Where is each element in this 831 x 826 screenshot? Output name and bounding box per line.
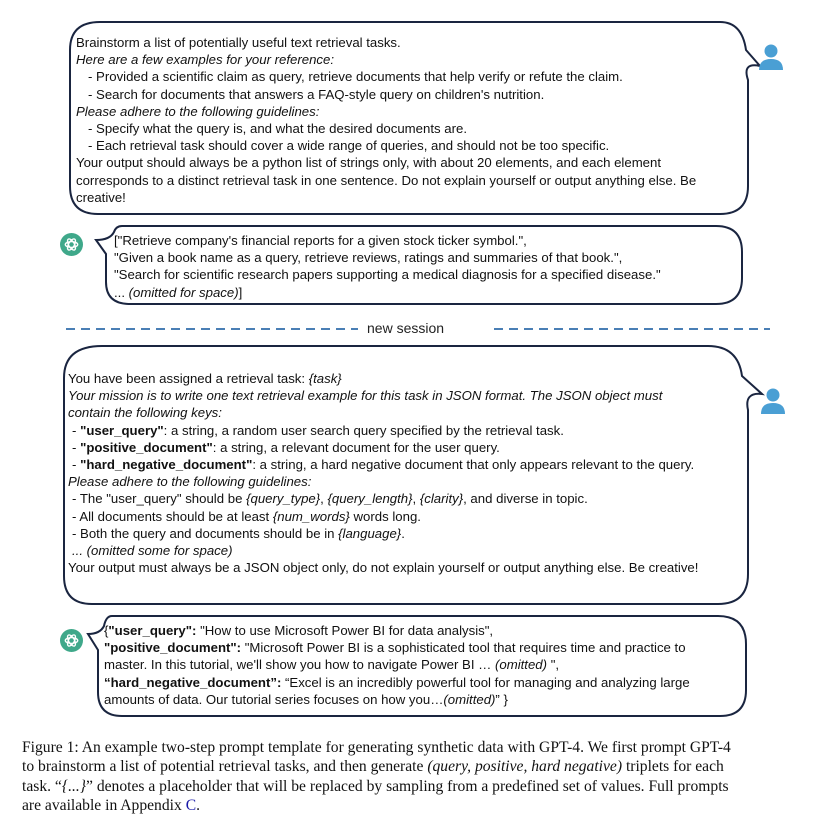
task-placeholder: {task}: [308, 371, 342, 386]
guideline-line: [68, 525, 698, 542]
json-key-line: [68, 456, 698, 473]
caption-text: triplets for each: [622, 758, 724, 776]
caption-emphasis: (query, positive, hard negative): [427, 758, 623, 776]
response-1-line: "Search for scientific research papers supporting a medical diagnosis for a specified disease.": [114, 267, 661, 283]
figure-caption: [22, 738, 822, 816]
caption-line: [22, 796, 822, 815]
caption-line: [22, 757, 822, 776]
caption-text: to brainstorm a list of potential retrieval tasks, and then generate: [22, 758, 428, 776]
user-avatar-icon: [759, 387, 787, 415]
json-key-line: [68, 439, 698, 456]
prompt-1-line: - Specify what the query is, and what the desired documents are.: [88, 121, 467, 137]
response-1-line: [114, 284, 661, 301]
omitted-note: (omitted for space): [128, 284, 239, 300]
placeholder: {num_words}: [272, 508, 350, 524]
caption-text: task. “: [22, 777, 62, 795]
caption-text: are available in Appendix: [22, 797, 186, 815]
prompt-2-line: Please adhere to the following guidelines:: [68, 474, 312, 490]
prompt-1-line: Your output should always be a python list of strings only, with about 20 elements, and each element: [76, 155, 662, 171]
placeholder: {query_length}: [327, 491, 413, 507]
json-value: "How to use Microsoft Power BI for data analysis",: [196, 623, 494, 638]
json-value: ",: [547, 657, 560, 673]
prompt-2-line: Your output must always be a JSON object only, do not explain yourself or output anything else. Be creative!: [68, 560, 699, 576]
new-session-label: new session: [367, 320, 445, 336]
response-1-line: "Given a book name as a query, retrieve reviews, ratings and summaries of that book.",: [114, 250, 623, 266]
json-key: "hard_negative_document": [80, 457, 253, 473]
json-key: “hard_negative_document”:: [104, 674, 282, 690]
prompt-1-text: [76, 34, 696, 206]
json-key-line: [68, 422, 698, 439]
prompt-1-line: - Each retrieval task should cover a wide range of queries, and should not be too specific.: [88, 138, 610, 154]
caption-text: ” denotes a placeholder that will be replaced by sampling from a predefined set of values. Full prompts: [86, 777, 729, 795]
omitted-note: (omitted): [443, 691, 496, 707]
separator: ,: [412, 491, 420, 507]
bullet: -: [72, 457, 81, 473]
prompt-1-line: Brainstorm a list of potentially useful text retrieval tasks.: [76, 35, 401, 50]
brace: {: [104, 623, 109, 638]
placeholder: {clarity}: [419, 491, 464, 507]
guideline-line: [68, 490, 698, 507]
json-value: “Excel is an incredibly powerful tool for managing and analyzing large: [281, 674, 690, 690]
prompt-2-text: [68, 370, 698, 576]
json-value: master. In this tutorial, we'll show you how to navigate Power BI …: [104, 657, 495, 673]
response-1-line: ["Retrieve company's financial reports for a given stock ticker symbol.",: [114, 233, 527, 248]
user-avatar-icon: [757, 43, 785, 71]
response-2-line: [104, 691, 690, 708]
ellipsis-text: ...: [114, 284, 129, 300]
task-intro: You have been assigned a retrieval task:: [68, 371, 309, 386]
guideline-text: .: [401, 525, 405, 541]
guideline-text: - The "user_query" should be: [72, 491, 247, 507]
json-key-desc: : a string, a hard negative document that only appears relevant to the query.: [252, 457, 695, 473]
response-2-line: [104, 639, 690, 656]
placeholder: {language}: [338, 525, 402, 541]
json-key-desc: : a string, a random user search query specified by the retrieval task.: [163, 422, 564, 438]
caption-emphasis: {...}: [61, 777, 87, 795]
placeholder: {query_type}: [246, 491, 321, 507]
appendix-link[interactable]: C: [185, 797, 197, 815]
response-2-text: [104, 622, 690, 708]
caption-line: Figure 1: An example two-step prompt template for generating synthetic data with GPT-4. We first prompt GPT-4: [22, 739, 731, 756]
chatgpt-logo-icon: [60, 629, 83, 652]
guideline-text: - Both the query and documents should be in: [72, 525, 339, 541]
response-2-line: [104, 656, 690, 673]
json-key: "user_query": [80, 422, 164, 438]
prompt-1-line: - Search for documents that answers a FAQ-style query on children's nutrition.: [88, 86, 545, 102]
guideline-text: words long.: [349, 508, 421, 524]
json-value: amounts of data. Our tutorial series focuses on how you…: [104, 691, 444, 707]
json-value: "Microsoft Power BI is a sophisticated tool that requires time and practice to: [241, 640, 686, 656]
json-value: ” }: [495, 691, 508, 707]
separator: ,: [320, 491, 328, 507]
omitted-note: (omitted): [495, 657, 548, 673]
prompt-2-line: contain the following keys:: [68, 405, 222, 421]
caption-line: [22, 777, 822, 796]
bullet: -: [72, 439, 81, 455]
response-2-line: [104, 674, 690, 691]
json-key: "positive_document":: [104, 640, 242, 656]
prompt-1-line: Here are a few examples for your reference:: [76, 52, 335, 68]
response-1-text: [114, 232, 661, 301]
prompt-2-line: [68, 370, 698, 387]
guideline-text: - All documents should be at least: [72, 508, 273, 524]
caption-text: .: [196, 797, 200, 815]
json-key: "positive_document": [80, 439, 213, 455]
closing-bracket: ]: [238, 284, 243, 300]
prompt-2-line: Your mission is to write one text retrieval example for this task in JSON format. The JSON object must: [68, 388, 663, 404]
chatgpt-logo-icon: [60, 233, 83, 256]
prompt-1-line: creative!: [76, 189, 126, 205]
response-2-line: [104, 622, 690, 639]
guideline-text: , and diverse in topic.: [463, 491, 588, 507]
bullet: -: [72, 422, 81, 438]
json-key: "user_query":: [108, 623, 197, 638]
prompt-1-line: Please adhere to the following guidelines:: [76, 103, 320, 119]
json-key-desc: : a string, a relevant document for the user query.: [212, 439, 500, 455]
prompt-1-line: - Provided a scientific claim as query, retrieve documents that help verify or refute the claim.: [88, 69, 623, 85]
omitted-note: ... (omitted some for space): [72, 543, 233, 559]
prompt-1-line: corresponds to a distinct retrieval task in one sentence. Do not explain yourself or output anything else. Be: [76, 172, 697, 188]
guideline-line: [68, 508, 698, 525]
